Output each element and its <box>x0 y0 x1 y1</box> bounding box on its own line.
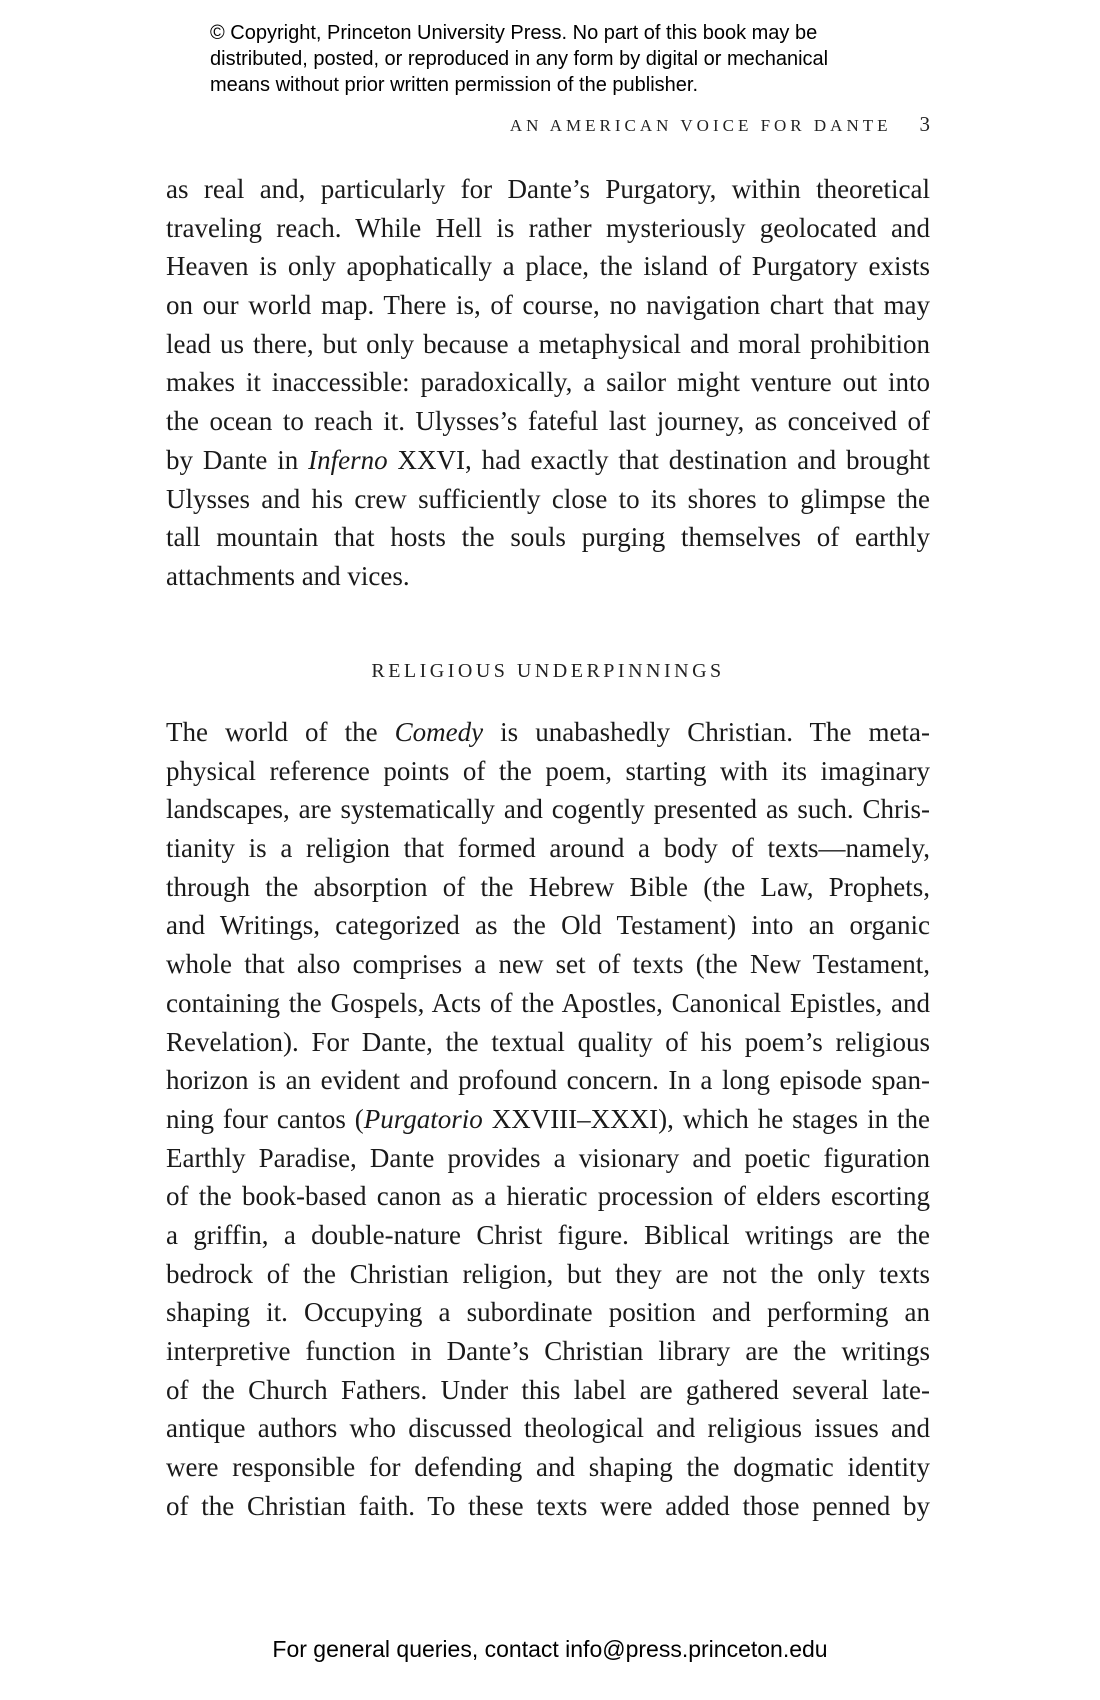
text-line: physical reference points of the poem, starting with its imaginary <box>166 755 930 786</box>
footer-contact: For general queries, contact info@press.princeton.edu <box>272 1636 828 1662</box>
text-line: on our world map. There is, of course, no navigation chart that may <box>166 290 930 321</box>
text-line: tall mountain that hosts the souls purging themselves of earthly <box>166 522 930 553</box>
text-line: containing the Gospels, Acts of the Apostles, Canonical Epistles, and <box>166 987 930 1018</box>
text-segment: ning four cantos ( <box>166 1103 364 1134</box>
text-line <box>166 713 930 752</box>
text-line: Heaven is only apophatically a place, the island of Purgatory exists <box>166 251 930 282</box>
text-line: shaping it. Occupying a subordinate position and performing an <box>166 1297 930 1328</box>
text-line: were responsible for defending and shaping the dogmatic identity <box>166 1452 930 1483</box>
text-line: of the book-based canon as a hieratic procession of elders escorting <box>166 1181 930 1212</box>
text-line: Revelation). For Dante, the textual quality of his poem’s religious <box>166 1026 930 1057</box>
text-segment: XXVIII–XXXI), which he stages in the <box>482 1103 930 1134</box>
running-head <box>166 112 930 137</box>
text-segment: by Dante in <box>166 444 309 475</box>
text-segment: XXVI, had exactly that destination and brought <box>387 444 930 475</box>
copyright-line: means without prior written permission of the publisher. <box>210 74 699 96</box>
text-segment: The world of the <box>166 717 395 747</box>
italic-title: Comedy <box>394 717 484 747</box>
text-line: tianity is a religion that formed around a body of texts—namely, <box>166 833 930 864</box>
paragraph-1 <box>166 170 930 596</box>
text-line: bedrock of the Christian religion, but they are not the only texts <box>166 1258 930 1289</box>
page-number: 3 <box>919 112 930 136</box>
text-line: lead us there, but only because a metaphysical and moral prohibition <box>166 328 930 359</box>
text-line: and Writings, categorized as the Old Testament) into an organic <box>166 910 930 941</box>
text-line: interpretive function in Dante’s Christian library are the writings <box>166 1336 930 1366</box>
text-line: makes it inaccessible: paradoxically, a sailor might venture out into <box>166 367 930 398</box>
text-line <box>166 441 930 480</box>
text-line: whole that also comprises a new set of texts (the New Testament, <box>166 949 930 980</box>
text-line: landscapes, are systematically and cogently presented as such. Chris- <box>166 794 930 825</box>
paragraph-2 <box>166 713 930 1525</box>
copyright-notice <box>210 20 970 98</box>
text-line: Ulysses and his crew sufficiently close to its shores to glimpse the <box>166 483 930 514</box>
running-head-title: AN AMERICAN VOICE FOR DANTE <box>509 116 892 135</box>
text-line: traveling reach. While Hell is rather mysteriously geolocated and <box>166 212 930 243</box>
copyright-line: © Copyright, Princeton University Press. No part of this book may be <box>210 22 818 44</box>
text-line: a griffin, a double-nature Christ figure. Biblical writings are the <box>166 1219 930 1250</box>
text-line: horizon is an evident and profound concern. In a long episode span- <box>166 1065 930 1096</box>
text-segment: is unabashedly Christian. The meta- <box>483 717 930 747</box>
text-line: antique authors who discussed theological and religious issues and <box>166 1413 930 1444</box>
copyright-line: distributed, posted, or reproduced in any form by digital or mechanical <box>210 48 829 70</box>
text-line: of the Church Fathers. Under this label are gathered several late- <box>166 1374 930 1405</box>
text-line <box>166 1100 930 1139</box>
text-line: the ocean to reach it. Ulysses’s fateful last journey, as conceived of <box>166 406 930 437</box>
text-line: attachments and vices. <box>166 560 410 591</box>
text-line: of the Christian faith. To these texts were added those penned by <box>166 1490 930 1521</box>
italic-title: Inferno <box>308 444 388 475</box>
section-heading: RELIGIOUS UNDERPINNINGS <box>371 660 725 682</box>
text-line: Earthly Paradise, Dante provides a visionary and poetic figuration <box>166 1142 930 1173</box>
text-line: as real and, particularly for Dante’s Purgatory, within theoretical <box>166 174 930 204</box>
text-line: through the absorption of the Hebrew Bible (the Law, Prophets, <box>166 871 930 902</box>
italic-title: Purgatorio <box>363 1103 483 1134</box>
